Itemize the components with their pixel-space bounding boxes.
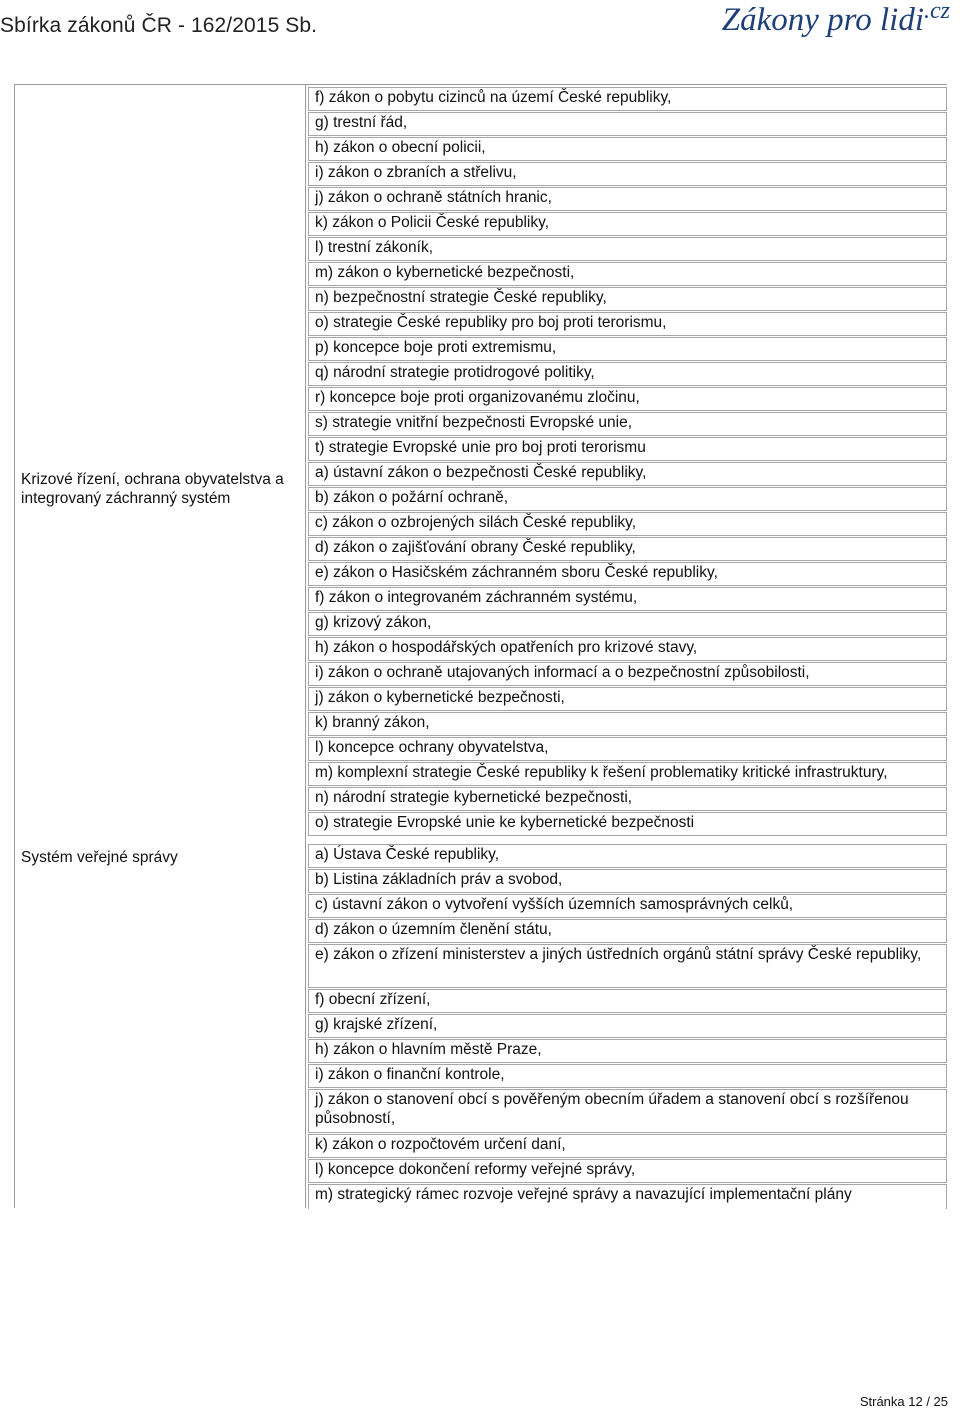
table-row: b) zákon o požární ochraně,	[308, 487, 947, 511]
table-row: j) zákon o stanovení obcí s pověřeným obecním úřadem a stanovení obcí s rozšířenou působností,	[308, 1089, 947, 1133]
section-label-crisis: Krizové řízení, ochrana obyvatelstva a integrovaný záchranný systém	[21, 471, 284, 507]
table-row: l) koncepce ochrany obyvatelstva,	[308, 737, 947, 761]
table-row: n) národní strategie kybernetické bezpečnosti,	[308, 787, 947, 811]
table-row: n) bezpečnostní strategie České republiky,	[308, 287, 947, 311]
table-row: b) Listina základních práv a svobod,	[308, 869, 947, 893]
table-row: h) zákon o hlavním městě Praze,	[308, 1039, 947, 1063]
table-row: t) strategie Evropské unie pro boj proti terorismu	[308, 437, 947, 461]
table-row: k) zákon o Policii České republiky,	[308, 212, 947, 236]
logo-text: Zákony pro lidi	[721, 2, 924, 38]
table-row: j) zákon o kybernetické bezpečnosti,	[308, 687, 947, 711]
table-row: k) zákon o rozpočtovém určení daní,	[308, 1134, 947, 1158]
table-row: a) Ústava České republiky,	[308, 844, 947, 868]
section-label-public-admin: Systém veřejné správy	[21, 849, 178, 866]
table-row: m) komplexní strategie České republiky k řešení problematiky kritické infrastruktury,	[308, 762, 947, 786]
category-column	[15, 85, 306, 1208]
table-row: f) obecní zřízení,	[308, 989, 947, 1013]
logo-suffix: .cz	[924, 0, 950, 24]
table-row: f) zákon o pobytu cizinců na území České republiky,	[308, 87, 947, 111]
table-row: i) zákon o zbraních a střelivu,	[308, 162, 947, 186]
table-row: f) zákon o integrovaném záchranném systému,	[308, 587, 947, 611]
table-row: m) zákon o kybernetické bezpečnosti,	[308, 262, 947, 286]
document-title: Sbírka zákonů ČR - 162/2015 Sb.	[0, 14, 318, 37]
table-row: i) zákon o ochraně utajovaných informací a o bezpečnostní způsobilosti,	[308, 662, 947, 686]
table-row: o) strategie Evropské unie ke kybernetické bezpečnosti	[308, 812, 947, 836]
table-row: a) ústavní zákon o bezpečnosti České republiky,	[308, 462, 947, 486]
table-row: e) zákon o Hasičském záchranném sboru České republiky,	[308, 562, 947, 586]
table-row: o) strategie České republiky pro boj proti terorismu,	[308, 312, 947, 336]
table-row: e) zákon o zřízení ministerstev a jiných ústředních orgánů státní správy České republiky,	[308, 944, 947, 988]
table-row: i) zákon o finanční kontrole,	[308, 1064, 947, 1088]
table-row: j) zákon o ochraně státních hranic,	[308, 187, 947, 211]
table-row: h) zákon o hospodářských opatřeních pro krizové stavy,	[308, 637, 947, 661]
table-row: r) koncepce boje proti organizovanému zločinu,	[308, 387, 947, 411]
table-row: m) strategický rámec rozvoje veřejné správy a navazující implementační plány	[308, 1184, 947, 1209]
table-row: h) zákon o obecní policii,	[308, 137, 947, 161]
table-row: g) krizový zákon,	[308, 612, 947, 636]
table-row: q) národní strategie protidrogové politiky,	[308, 362, 947, 386]
table-row: c) zákon o ozbrojených silách České republiky,	[308, 512, 947, 536]
table-row: d) zákon o územním členění státu,	[308, 919, 947, 943]
site-logo[interactable]	[722, 2, 950, 39]
table-row: k) branný zákon,	[308, 712, 947, 736]
table-row: d) zákon o zajišťování obrany České republiky,	[308, 537, 947, 561]
table-row: g) trestní řád,	[308, 112, 947, 136]
table-row: c) ústavní zákon o vytvoření vyšších územních samosprávných celků,	[308, 894, 947, 918]
table-row: s) strategie vnitřní bezpečnosti Evropské unie,	[308, 412, 947, 436]
table-row: l) trestní zákoník,	[308, 237, 947, 261]
table-row: g) krajské zřízení,	[308, 1014, 947, 1038]
table-row: p) koncepce boje proti extremismu,	[308, 337, 947, 361]
table-row: l) koncepce dokončení reformy veřejné správy,	[308, 1159, 947, 1183]
page-number: Stránka 12 / 25	[859, 1394, 948, 1409]
law-table	[14, 84, 947, 1208]
